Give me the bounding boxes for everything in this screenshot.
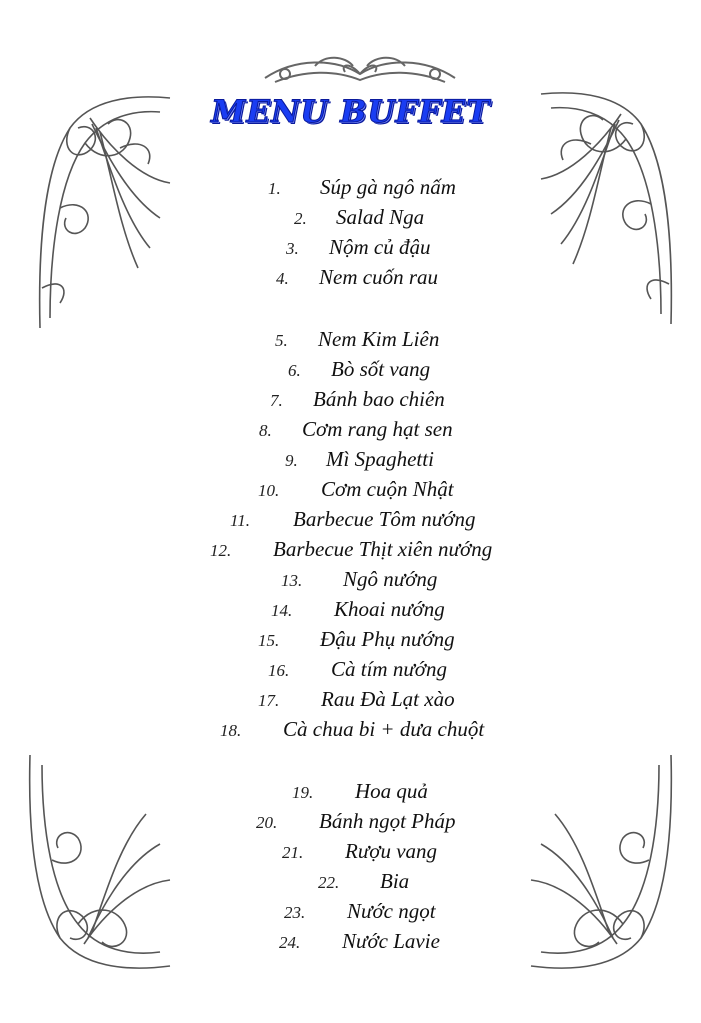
item-name: Nước ngọt bbox=[347, 899, 436, 923]
item-number: 1. bbox=[268, 179, 281, 198]
list-item bbox=[0, 444, 701, 474]
item-name: Nem cuốn rau bbox=[319, 265, 438, 289]
list-item bbox=[0, 202, 701, 232]
list-item bbox=[0, 232, 701, 262]
item-name: Mì Spaghetti bbox=[326, 447, 434, 471]
item-number: 20. bbox=[256, 813, 278, 832]
item-name: Bánh bao chiên bbox=[313, 387, 445, 411]
item-name: Salad Nga bbox=[336, 205, 425, 229]
item-number: 7. bbox=[270, 391, 283, 410]
list-item bbox=[0, 624, 701, 654]
item-name: Cà tím nướng bbox=[331, 657, 448, 681]
item-number: 14. bbox=[271, 601, 293, 620]
list-item bbox=[0, 896, 701, 926]
item-number: 12. bbox=[210, 541, 232, 560]
top-flourish-icon bbox=[255, 52, 465, 92]
item-name: Bánh ngọt Pháp bbox=[319, 809, 456, 833]
list-item bbox=[0, 474, 701, 504]
item-number: 17. bbox=[258, 691, 280, 710]
list-item bbox=[0, 866, 701, 896]
list-item bbox=[0, 414, 701, 444]
item-number: 19. bbox=[292, 783, 314, 802]
item-name: Cơm cuộn Nhật bbox=[321, 477, 454, 501]
item-number: 24. bbox=[279, 933, 301, 952]
list-item bbox=[0, 926, 701, 956]
item-number: 6. bbox=[288, 361, 301, 380]
item-number: 22. bbox=[318, 873, 340, 892]
item-name: Bò sốt vang bbox=[331, 357, 431, 381]
item-number: 18. bbox=[220, 721, 242, 740]
item-number: 2. bbox=[294, 209, 307, 228]
item-number: 5. bbox=[275, 331, 288, 350]
item-number: 8. bbox=[259, 421, 272, 440]
list-item bbox=[0, 684, 701, 714]
item-number: 21. bbox=[282, 843, 304, 862]
item-name: Ngô nướng bbox=[343, 567, 438, 591]
list-item bbox=[0, 262, 701, 292]
list-item bbox=[0, 384, 701, 414]
item-number: 11. bbox=[230, 511, 250, 530]
item-number: 16. bbox=[268, 661, 290, 680]
item-name: Barbecue Thịt xiên nướng bbox=[273, 537, 493, 561]
item-name: Nước Lavie bbox=[342, 929, 440, 953]
list-item bbox=[0, 354, 701, 384]
item-number: 9. bbox=[285, 451, 298, 470]
list-item bbox=[0, 534, 701, 564]
item-name: Hoa quả bbox=[355, 779, 428, 803]
list-item bbox=[0, 836, 701, 866]
item-number: 3. bbox=[286, 239, 299, 258]
item-name: Rượu vang bbox=[345, 839, 438, 863]
item-name: Đậu Phụ nướng bbox=[320, 627, 455, 651]
item-number: 13. bbox=[281, 571, 303, 590]
menu-title: MENU BUFFET bbox=[210, 94, 491, 130]
list-item bbox=[0, 504, 701, 534]
list-item bbox=[0, 564, 701, 594]
item-name: Súp gà ngô nấm bbox=[320, 175, 456, 199]
item-name: Cơm rang hạt sen bbox=[302, 417, 453, 441]
item-number: 10. bbox=[258, 481, 280, 500]
list-item bbox=[0, 172, 701, 202]
item-name: Bia bbox=[380, 869, 410, 893]
item-name: Rau Đà Lạt xào bbox=[321, 687, 455, 711]
item-number: 23. bbox=[284, 903, 306, 922]
list-item bbox=[0, 776, 701, 806]
list-item bbox=[0, 324, 701, 354]
item-name: Khoai nướng bbox=[334, 597, 445, 621]
item-name: Nem Kim Liên bbox=[318, 327, 440, 351]
list-item bbox=[0, 806, 701, 836]
list-item bbox=[0, 654, 701, 684]
item-name: Nộm củ đậu bbox=[329, 235, 431, 259]
item-number: 15. bbox=[258, 631, 280, 650]
list-item bbox=[0, 714, 701, 744]
list-item bbox=[0, 594, 701, 624]
menu-list bbox=[0, 172, 701, 956]
item-name: Cà chua bi + dưa chuột bbox=[283, 717, 485, 741]
item-number: 4. bbox=[276, 269, 289, 288]
item-name: Barbecue Tôm nướng bbox=[293, 507, 476, 531]
